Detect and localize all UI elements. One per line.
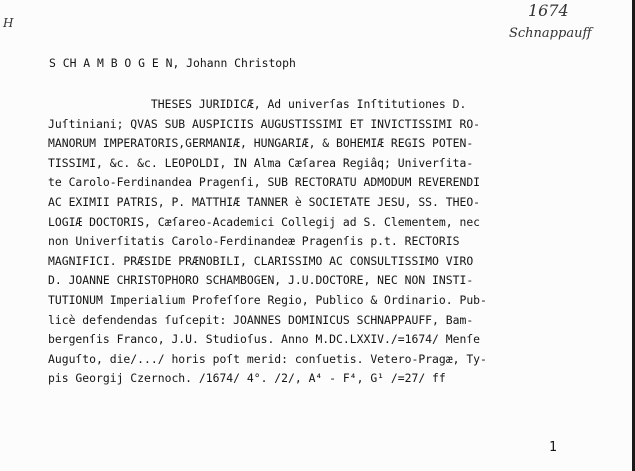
description-line: non Univerſitatis Carolo-Ferdinandeæ Pragenſis p.t. RECTORIS	[48, 234, 460, 249]
description-line: te Carolo-Ferdinandea Pragenſi, SUB RECTORATU ADMODUM REVERENDI	[48, 175, 481, 190]
author-heading: S CH A M B O G E N, Johann Christoph	[49, 56, 296, 70]
description-line: Juſtiniani; QVAS SUB AUSPICIIS AUGUSTISSIMI ET INVICTISSIMI RO-	[48, 116, 481, 131]
description-line: pis Georgij Czernoch. /1674/ 4°. /2/, A⁴ - F⁴, G¹ /=27/ ff	[48, 371, 446, 386]
page-number: 1	[549, 440, 557, 455]
handwritten-note: Schnappauff	[509, 26, 592, 41]
description-line: bergenſis Franco, J.U. Studioſus. Anno M.DC.LXXIV./=1674/ Menſe	[48, 332, 481, 347]
corner-mark: H	[3, 16, 14, 30]
description-line: AC EXIMII PATRIS, P. MATTHIÆ TANNER è SOCIETATE JESU, SS. THEO-	[48, 194, 481, 209]
description-body	[48, 95, 487, 389]
description-line: THESES JURIDICÆ, Ad univerſas Inſtitutiones D.	[48, 97, 467, 111]
description-line: TISSIMI, &c. &c. LEOPOLDI, IN Alma Cæſarea Regiâq; Univerſita-	[48, 155, 474, 170]
description-line: Auguſto, die/.../ horis poſt merid: conſuetis. Vetero-Pragæ, Ty-	[48, 351, 487, 366]
description-line: MAGNIFICI. PRÆSIDE PRÆNOBILI, CLARISSIMO AC CONSULTISSIMO VIRO	[48, 253, 474, 268]
shelf-number: 1674	[528, 1, 569, 20]
description-line: TUTIONUM Imperialium Profeſſore Regio, Publico & Ordinario. Pub-	[48, 292, 487, 307]
description-line: licè defendendas ſuſcepit: JOANNES DOMINICUS SCHNAPPAUFF, Bam-	[48, 312, 474, 327]
description-line: D. JOANNE CHRISTOPHORO SCHAMBOGEN, J.U.DOCTORE, NEC NON INSTI-	[48, 273, 474, 288]
description-line: LOGIÆ DOCTORIS, Cæſareo-Academici Collegij ad S. Clementem, nec	[48, 214, 481, 229]
description-line: MANORUM IMPERATORIS,GERMANIÆ, HUNGARIÆ, & BOHEMIÆ REGIS POTEN-	[48, 136, 474, 151]
